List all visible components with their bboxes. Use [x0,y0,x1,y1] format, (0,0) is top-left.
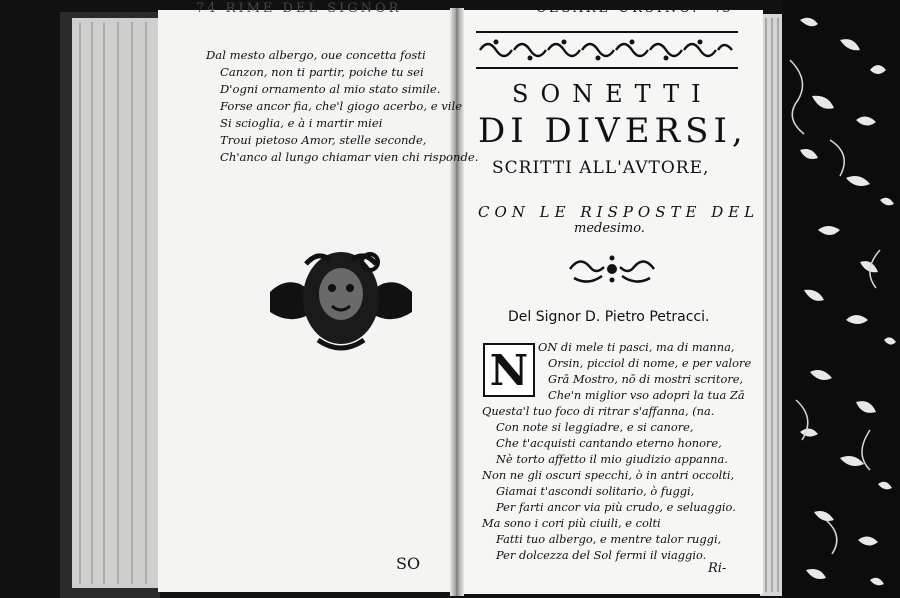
poem-line: Troui pietoso Amor, stelle seconde, [220,133,427,147]
poem-line: Canzon, non ti partir, poiche tu sei [220,65,424,79]
headpiece-ornament [266,248,416,352]
sonnet-line: Che t'acquisti cantando eterno honore, [496,436,722,450]
sonnet-line: Questa'l tuo foco di ritrar s'affanna, (na. [482,404,715,418]
title-sonetti: SONETTI [512,80,713,108]
sonnet-line: Non ne gli oscuri specchi, ò in antri occolti, [482,468,735,482]
sonnet-line: Nè torto affetto il mio giudizio appanna. [496,452,728,466]
poem-line: Si scioglia, e à i martir miei [220,116,383,130]
sonnet-line: Orsin, picciol di nome, e per valore [548,356,752,370]
poem-line: Ch'anco al lungo chiamar vien chi risponde. [220,150,479,164]
drop-capital-letter: N [489,345,529,395]
title-di-diversi: DI DIVERSI, [478,111,748,151]
left-running-head: 74 RIME DEL SIGNOR [196,1,402,16]
sonnet-line: Che'n miglior vso adopri la tua Zā [548,388,745,402]
sonnet-line: Ma sono i cori più ciuili, e colti [482,516,661,530]
sonnet-line: Fatti tuo albergo, e mentre talor ruggi, [496,532,722,546]
title-scritti: SCRITTI ALL'AVTORE, [492,158,710,178]
sonnet-attribution: Del Signor D. Pietro Petracci. [508,309,710,325]
sonnet-line: Grā Mostro, nō di mostri scritore, [548,372,744,386]
sonnet-line: Con note si leggiadre, e si canore, [496,420,694,434]
sonnet-line: ON di mele ti pasci, ma di manna, [538,340,735,354]
fleuron-ornament [566,252,658,286]
sonnet-line: Giamai t'ascondi solitario, ò fuggi, [496,484,695,498]
right-running-head: CESARE URSINO. [536,1,700,16]
right-catchword: Ri- [708,561,727,576]
title-con-le-risposte: CON LE RISPOSTE DEL [478,203,760,221]
poem-line: Dal mesto albergo, oue concetta fosti [206,48,426,62]
drop-capital [483,343,535,397]
gutter [450,8,464,596]
sonnet-line: Per farti ancor via più crudo, e seluaggio. [496,500,736,514]
title-medesimo: medesimo. [574,221,645,236]
sonnet-line: Per dolcezza del Sol fermi il viaggio. [496,548,707,562]
poem-line: Forse ancor fia, che'l giogo acerbo, e vile [220,99,463,113]
left-catchword: SO [396,554,421,573]
ornamental-border [476,30,738,70]
page-number: 75 [714,1,731,16]
poem-line: D'ogni ornamento al mio stato simile. [220,82,441,96]
